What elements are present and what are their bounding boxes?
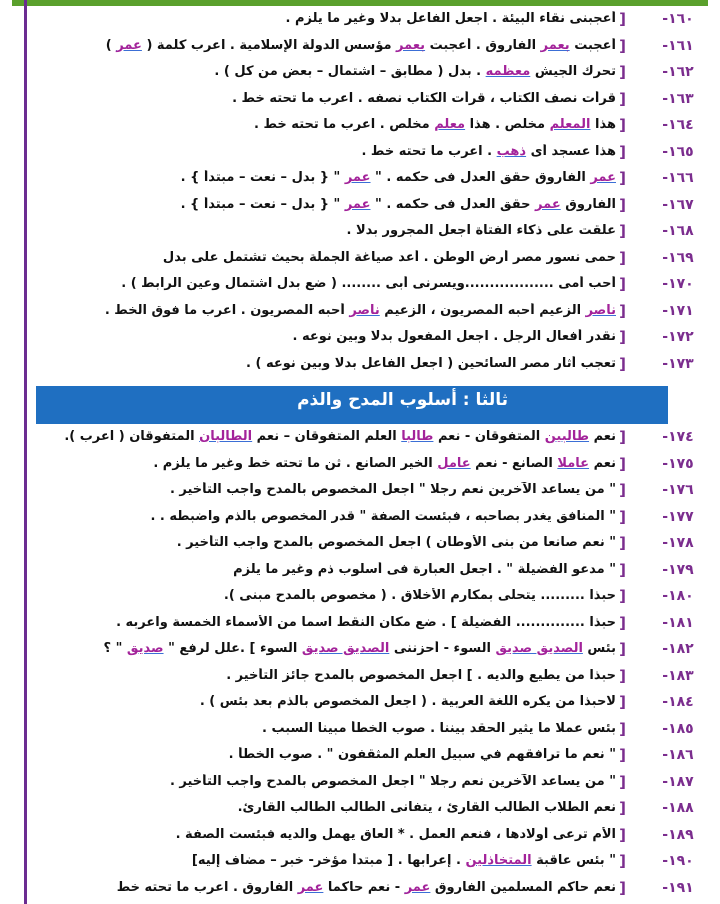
- bracket-mark: [: [619, 169, 626, 187]
- text-segment: مؤسس الدولة الإسلامية . اعرب كلمة (: [141, 37, 397, 53]
- bracket-mark: [: [619, 507, 626, 526]
- text-segment: الصانع - نعم: [470, 455, 558, 471]
- bracket-mark: [: [619, 428, 626, 446]
- question-number: ١٦٤-: [662, 117, 694, 133]
- bracket-mark: [: [619, 852, 626, 870]
- text-segment: نعم الطلاب الطالب القارئ ، يتفانى الطالب الطالب القارئ.: [237, 800, 616, 815]
- highlighted-word: عاملا: [557, 455, 590, 471]
- question-text: [30, 356, 616, 371]
- bracket-mark: [: [619, 534, 626, 552]
- question-row: [0, 194, 720, 221]
- question-number: ١٨٨-: [662, 800, 694, 816]
- question-row: [0, 771, 720, 798]
- question-number: ١٧٠-: [662, 276, 694, 292]
- question-row: [0, 453, 720, 480]
- text-segment: " من يساعد الآخرين نعم رجلا " اجعل المخصوص بالمدح واجب التأخير .: [169, 482, 616, 497]
- bracket-mark: [: [619, 640, 626, 658]
- question-number: ١٦١-: [662, 37, 694, 54]
- question-row: [0, 220, 720, 247]
- question-text: [30, 482, 616, 497]
- bracket-mark: [: [619, 454, 626, 473]
- section-title: ثالثا : أسلوب المدح والذم: [297, 390, 508, 410]
- question-row: [0, 114, 720, 141]
- highlighted-word: ذهب: [496, 143, 527, 159]
- question-row: [0, 665, 720, 692]
- question-row: [0, 479, 720, 506]
- question-row: [0, 612, 720, 639]
- question-number: ١٨٤-: [662, 694, 694, 710]
- highlighted-word: الطالبان: [199, 429, 253, 444]
- text-segment: أحبه المصريون . اعرب ما فوق الخط .: [104, 302, 350, 318]
- question-row: [0, 877, 720, 904]
- question-list-2: [0, 426, 720, 903]
- text-segment: " من يساعد الآخرين نعم رجلا " اجعل المخصوص بالمدح واجب التأخير .: [169, 773, 616, 789]
- question-number: ١٩١-: [662, 879, 694, 896]
- text-segment: " مدعو الفضيلة " . اجعل العبارة فى أسلوب ذم وغير ما يلزم: [233, 561, 616, 577]
- question-row: [0, 744, 720, 771]
- question-number: ١٦٥-: [662, 143, 694, 160]
- bracket-mark: [: [619, 248, 626, 267]
- question-text: [30, 250, 616, 265]
- text-segment: " { بدل – نعت – مبتدأ } .: [180, 196, 345, 212]
- question-number: ١٨٢-: [662, 641, 694, 657]
- question-row: [0, 167, 720, 194]
- bracket-mark: [: [619, 587, 626, 605]
- question-number: ١٦٦-: [662, 170, 694, 186]
- bracket-mark: [: [619, 560, 626, 579]
- text-segment: نعم: [589, 429, 616, 444]
- question-number: ١٩٠-: [662, 853, 694, 869]
- question-text: [30, 303, 616, 318]
- question-row: [0, 141, 720, 168]
- text-segment: - نعم حاكما: [323, 879, 405, 895]
- highlighted-word: بعمر: [396, 37, 426, 53]
- question-text: [30, 117, 616, 132]
- question-text: [30, 64, 616, 79]
- bracket-mark: [: [619, 799, 626, 817]
- question-text: [30, 641, 616, 656]
- text-segment: . بدل ( مطابق – اشتمال – بعض من كل ) .: [214, 64, 486, 79]
- text-segment: السوء ] .علل لرفع ": [163, 641, 302, 656]
- text-segment: نقدر أفعال الرجل . اجعل المفعول بدلا وبين نوعه .: [292, 329, 616, 344]
- question-text: [30, 170, 616, 185]
- question-text: [30, 429, 616, 444]
- text-segment: نعم حاكم المسلمين الفاروق: [430, 879, 616, 895]
- highlighted-word: المعلم: [549, 117, 591, 132]
- text-segment: مخلص . اعرب ما تحته خط .: [254, 117, 435, 132]
- highlighted-word: عمر: [116, 37, 142, 53]
- bracket-mark: [: [619, 10, 626, 28]
- text-segment: الخير الصانع . ثن ما تحته خط وغير ما يلزم .: [153, 455, 438, 471]
- question-number: ١٨٩-: [662, 826, 694, 843]
- text-segment: هذا عسجد أى: [526, 143, 616, 159]
- highlighted-word: عمر: [590, 170, 616, 185]
- text-segment: لاحبذا من يكره اللغة العربية . ( اجعل المخصوص بالذم بعد بئس ) .: [199, 694, 616, 709]
- highlighted-word: صديق: [126, 641, 164, 656]
- question-text: [30, 329, 616, 344]
- bracket-mark: [: [619, 328, 626, 346]
- text-segment: حبذا ......... يتحلى بمكارم الأخلاق . ( مخصوص بالمدح مبنى ).: [223, 588, 616, 603]
- section-banner: [36, 386, 668, 424]
- question-number: ١٨٣-: [662, 667, 694, 684]
- text-segment: بئس عملا ما يثير الحقد بيننا . صوب الخطأ مبينا السبب .: [262, 720, 616, 736]
- text-segment: " بئس عاقبة: [531, 853, 616, 868]
- text-segment: تحرك الجيش: [530, 64, 616, 79]
- question-number: ١٧١-: [662, 302, 694, 319]
- question-number: ١٦٩-: [662, 249, 694, 266]
- highlighted-word: طالبا: [401, 429, 434, 444]
- question-row: [0, 426, 720, 453]
- text-segment: العلم المتفوقان – نعم: [252, 429, 402, 444]
- question-text: [30, 800, 616, 815]
- question-row: [0, 300, 720, 327]
- question-text: [30, 535, 616, 550]
- question-row: [0, 585, 720, 612]
- question-text: [30, 144, 616, 159]
- text-segment: حبذا .............. الفضيلة ] . ضع مكان النقط اسما من الأسماء الخمسة واعربه .: [116, 614, 616, 630]
- text-segment: هذا: [590, 117, 616, 132]
- question-row: [0, 638, 720, 665]
- text-segment: حقق العدل فى حكمه . ": [370, 196, 536, 212]
- question-number: ١٨٦-: [662, 747, 694, 763]
- text-segment: الفاروق: [560, 196, 616, 212]
- text-segment: حبذا من يطيع والديه . ] اجعل المخصوص بالمدح جائز التأخير .: [226, 667, 616, 683]
- text-segment: " نعم صانعا من بنى الأوطان ) اجعل المخصوص بالمدح واجب التأخير .: [176, 535, 616, 550]
- question-text: [30, 562, 616, 577]
- question-text: [30, 91, 616, 106]
- question-text: [30, 827, 616, 842]
- text-segment: " { بدل – نعت – مبتدأ } .: [180, 170, 345, 185]
- question-row: [0, 559, 720, 586]
- question-text: [30, 223, 616, 238]
- question-text: [30, 747, 616, 762]
- bracket-mark: [: [619, 63, 626, 81]
- text-segment: حمى نسور مصر أرض الوطن . أعد صياغة الجملة بحيث تشتمل على بدل: [162, 249, 616, 265]
- question-text: [30, 197, 616, 212]
- question-number: ١٦٧-: [662, 196, 694, 213]
- text-segment: السوء - أحزننى: [389, 641, 496, 656]
- question-text: [30, 11, 616, 26]
- bracket-mark: [: [619, 878, 626, 897]
- text-segment: المتفوقان - نعم: [433, 429, 545, 444]
- question-row: [0, 824, 720, 851]
- text-segment: مخلص . هذا: [465, 117, 550, 132]
- question-row: [0, 797, 720, 824]
- question-row: [0, 850, 720, 877]
- text-segment: " نعم ما ترافقهم في سبيل العلم المثقفون " . صوب الخطأ .: [228, 747, 616, 762]
- question-number: ١٧٥-: [662, 455, 694, 472]
- question-number: ١٧٦-: [662, 482, 694, 498]
- question-text: [30, 509, 616, 524]
- question-number: ١٧٩-: [662, 561, 694, 578]
- question-number: ١٨١-: [662, 614, 694, 631]
- highlighted-word: ناصر: [585, 302, 616, 318]
- bracket-mark: [: [619, 719, 626, 738]
- top-border: [12, 0, 708, 6]
- question-number: ١٦٣-: [662, 90, 694, 107]
- question-row: [0, 88, 720, 115]
- question-row: [0, 61, 720, 88]
- text-segment: نعم: [589, 455, 616, 471]
- bracket-mark: [: [619, 116, 626, 134]
- text-segment: " ؟: [103, 641, 127, 656]
- highlighted-word: الصديق صديق: [495, 641, 583, 656]
- text-segment: . اعرب ما تحته خط .: [361, 143, 497, 159]
- text-segment: أعجبت: [569, 37, 616, 53]
- bracket-mark: [: [619, 222, 626, 240]
- text-segment: المتفوقان ( اعرب ).: [64, 429, 200, 444]
- question-row: [0, 353, 720, 380]
- highlighted-word: عمر: [535, 196, 561, 212]
- text-segment: الفاروق حقق العدل فى حكمه . ": [370, 170, 591, 185]
- question-text: [30, 38, 616, 53]
- question-text: [30, 276, 616, 291]
- bracket-mark: [: [619, 693, 626, 711]
- bracket-mark: [: [619, 195, 626, 214]
- question-text: [30, 880, 616, 895]
- question-number: ١٧٧-: [662, 508, 694, 525]
- highlighted-word: عمر: [297, 879, 324, 895]
- highlighted-word: الصديق صديق: [301, 641, 390, 656]
- text-segment: الزعيم أحبه المصريون ، الزعيم: [379, 302, 586, 318]
- question-text: [30, 588, 616, 603]
- bracket-mark: [: [619, 89, 626, 108]
- highlighted-word: طالبين: [544, 429, 590, 444]
- question-number: ١٨٥-: [662, 720, 694, 737]
- text-segment: علقت على ذكاء الفتاة اجعل المجرور بدلا .: [346, 223, 616, 238]
- question-text: [30, 721, 616, 736]
- bracket-mark: [: [619, 275, 626, 293]
- highlighted-word: بعمر: [540, 37, 570, 53]
- bracket-mark: [: [619, 746, 626, 764]
- text-segment: الأم ترعى أولادها ، فنعم العمل . * العاق يهمل والديه فبئست الصفة .: [175, 826, 616, 842]
- highlighted-word: المتخاذلين: [465, 853, 532, 868]
- highlighted-word: عامل: [437, 455, 471, 471]
- bracket-mark: [: [619, 354, 626, 373]
- question-text: [30, 668, 616, 683]
- text-segment: . إعرابها . [ مبتدأ مؤخر- خبر – مضاف إليه]: [191, 853, 466, 868]
- question-text: [30, 456, 616, 471]
- question-number: ١٨٠-: [662, 588, 694, 604]
- bracket-mark: [: [619, 613, 626, 632]
- question-number: ١٧٣-: [662, 355, 694, 372]
- highlighted-word: عمر: [344, 170, 371, 185]
- question-row: [0, 718, 720, 745]
- question-row: [0, 532, 720, 559]
- question-text: [30, 774, 616, 789]
- bracket-mark: [: [619, 825, 626, 844]
- question-number: ١٦٨-: [662, 223, 694, 239]
- question-number: ١٦٠-: [662, 11, 694, 27]
- bracket-mark: [: [619, 142, 626, 161]
- bracket-mark: [: [619, 36, 626, 55]
- question-row: [0, 506, 720, 533]
- question-text: [30, 853, 616, 868]
- text-segment: قرأت نصف الكتاب ، قرأت الكتاب نصفه . اعرب ما تحته خط .: [232, 90, 616, 106]
- question-row: [0, 35, 720, 62]
- question-number: ١٦٢-: [662, 64, 694, 80]
- text-segment: أحب أمى ..................ويسرنى أبى ........ ( ضع بدل اشتمال وعين الرابط ) .: [121, 276, 616, 291]
- question-row: [0, 247, 720, 274]
- question-number: ١٧٢-: [662, 329, 694, 345]
- text-segment: ): [105, 37, 117, 53]
- question-number: ١٨٧-: [662, 773, 694, 790]
- highlighted-word: معلم: [434, 117, 466, 132]
- question-text: [30, 615, 616, 630]
- text-segment: الفاروق . اعرب ما تحته خط: [116, 879, 298, 895]
- question-number: ١٧٨-: [662, 535, 694, 551]
- question-text: [30, 694, 616, 709]
- highlighted-word: عمر: [344, 196, 371, 212]
- text-segment: تعجب أثار مصر السائحين ( اجعل الفاعل بدلا وبين نوعه ) .: [246, 355, 616, 371]
- question-number: ١٧٤-: [662, 429, 694, 445]
- question-list-1: [0, 8, 720, 379]
- text-segment: " المنافق يغدر بصاحبه ، فبئست الصفة " قدر المخصوص بالذم واضبطه . .: [150, 508, 616, 524]
- text-segment: بئس: [582, 641, 616, 656]
- text-segment: أعجبنى نقاء البيئة . اجعل الفاعل بدلا وغير ما يلزم .: [285, 11, 616, 26]
- highlighted-word: عمر: [404, 879, 431, 895]
- question-row: [0, 326, 720, 353]
- bracket-mark: [: [619, 301, 626, 320]
- highlighted-word: ناصر: [349, 302, 380, 318]
- bracket-mark: [: [619, 772, 626, 791]
- bracket-mark: [: [619, 666, 626, 685]
- text-segment: الفاروق . أعجبت: [425, 37, 541, 53]
- question-row: [0, 273, 720, 300]
- question-row: [0, 691, 720, 718]
- bracket-mark: [: [619, 481, 626, 499]
- highlighted-word: معظمه: [485, 64, 531, 79]
- question-row: [0, 8, 720, 35]
